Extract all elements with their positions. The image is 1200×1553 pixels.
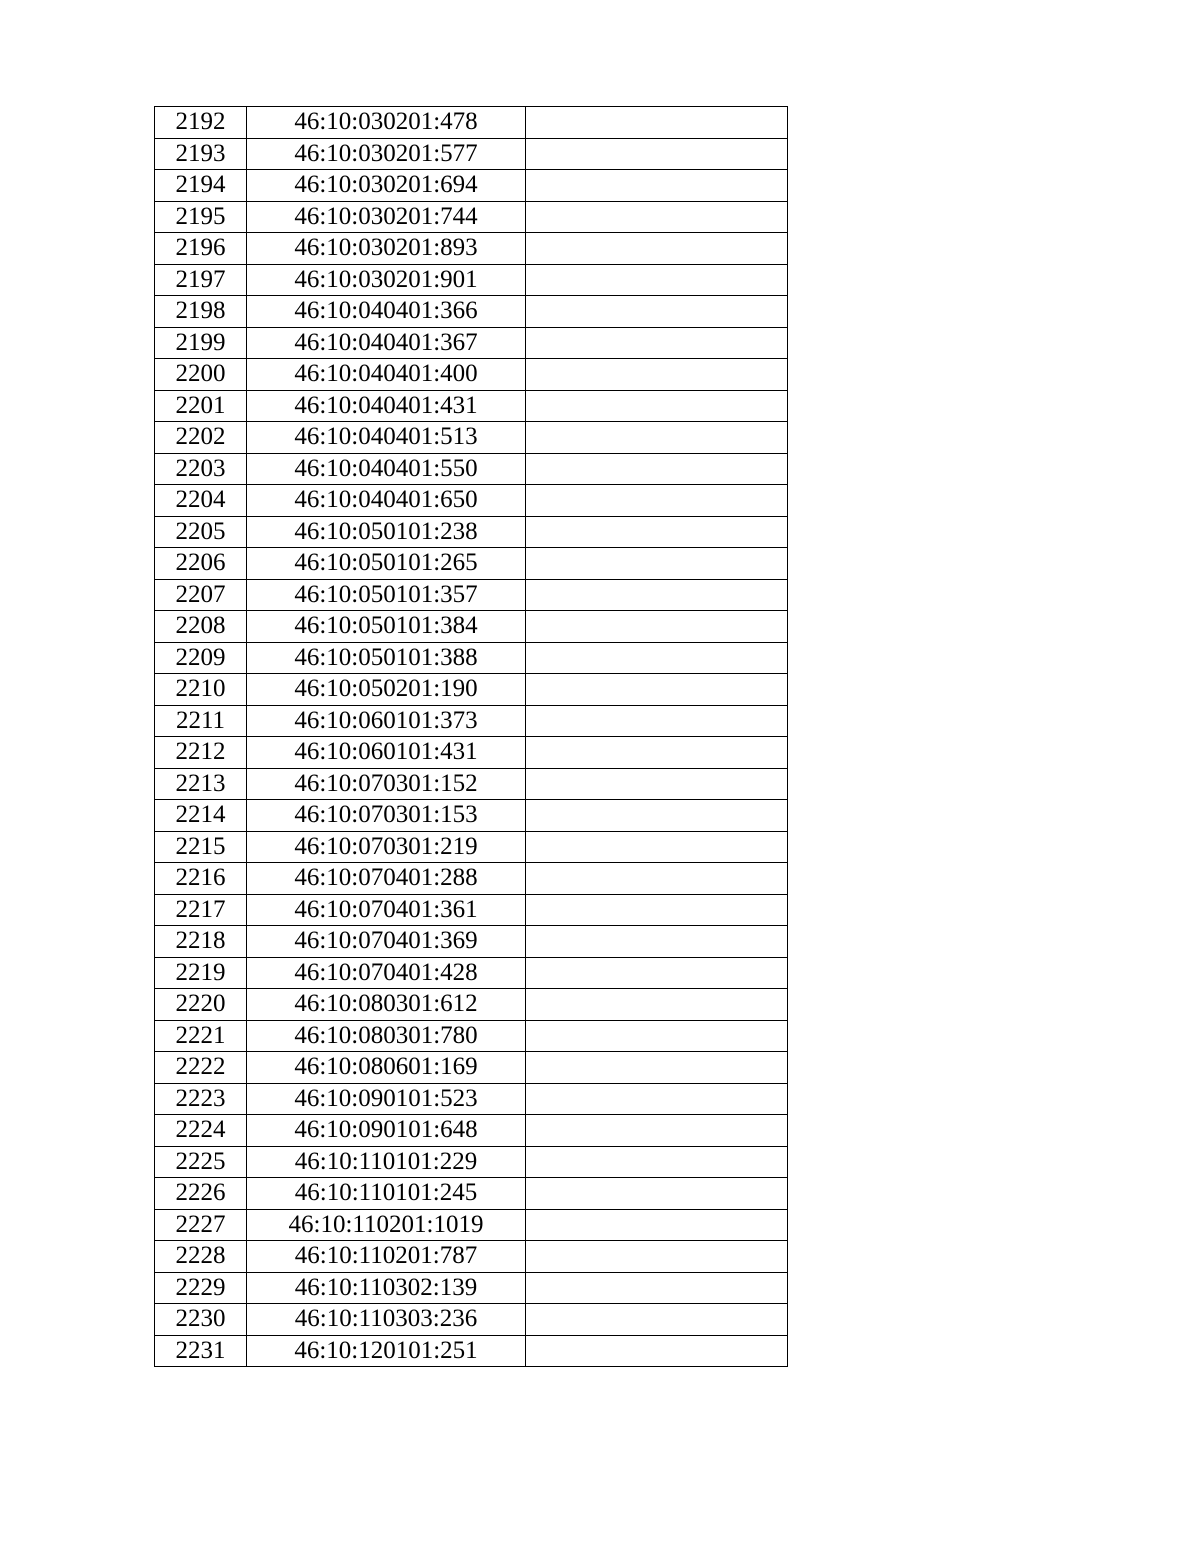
cadastral-number-cell: 46:10:110303:236	[247, 1304, 526, 1336]
table-row	[155, 1209, 788, 1241]
empty-cell	[526, 201, 788, 233]
empty-cell	[526, 327, 788, 359]
row-number-cell: 2225	[155, 1146, 247, 1178]
table-row	[155, 768, 788, 800]
table-row	[155, 1272, 788, 1304]
cadastral-number-cell: 46:10:030201:901	[247, 264, 526, 296]
empty-cell	[526, 1052, 788, 1084]
cadastral-number-cell: 46:10:070301:219	[247, 831, 526, 863]
row-number-cell: 2197	[155, 264, 247, 296]
row-number-cell: 2214	[155, 800, 247, 832]
table-row	[155, 957, 788, 989]
cadastral-number-cell: 46:10:070401:369	[247, 926, 526, 958]
cadastral-number-cell: 46:10:070401:428	[247, 957, 526, 989]
cadastral-number-cell: 46:10:070301:153	[247, 800, 526, 832]
row-number-cell: 2194	[155, 170, 247, 202]
table-row	[155, 674, 788, 706]
cadastral-number-cell: 46:10:070301:152	[247, 768, 526, 800]
row-number-cell: 2224	[155, 1115, 247, 1147]
table-row	[155, 1115, 788, 1147]
empty-cell	[526, 1020, 788, 1052]
empty-cell	[526, 296, 788, 328]
cadastral-number-cell: 46:10:090101:648	[247, 1115, 526, 1147]
row-number-cell: 2219	[155, 957, 247, 989]
row-number-cell: 2220	[155, 989, 247, 1021]
row-number-cell: 2226	[155, 1178, 247, 1210]
row-number-cell: 2193	[155, 138, 247, 170]
empty-cell	[526, 359, 788, 391]
cadastral-number-cell: 46:10:080601:169	[247, 1052, 526, 1084]
row-number-cell: 2201	[155, 390, 247, 422]
row-number-cell: 2203	[155, 453, 247, 485]
empty-cell	[526, 831, 788, 863]
table-row	[155, 1304, 788, 1336]
empty-cell	[526, 453, 788, 485]
row-number-cell: 2192	[155, 107, 247, 139]
table-row	[155, 1083, 788, 1115]
empty-cell	[526, 579, 788, 611]
row-number-cell: 2211	[155, 705, 247, 737]
row-number-cell: 2209	[155, 642, 247, 674]
empty-cell	[526, 642, 788, 674]
row-number-cell: 2207	[155, 579, 247, 611]
cadastral-number-cell: 46:10:030201:478	[247, 107, 526, 139]
table-row	[155, 579, 788, 611]
empty-cell	[526, 705, 788, 737]
table-row	[155, 233, 788, 265]
cadastral-number-cell: 46:10:040401:650	[247, 485, 526, 517]
table-row	[155, 831, 788, 863]
row-number-cell: 2221	[155, 1020, 247, 1052]
cadastral-number-cell: 46:10:110101:229	[247, 1146, 526, 1178]
empty-cell	[526, 926, 788, 958]
cadastral-number-cell: 46:10:030201:694	[247, 170, 526, 202]
empty-cell	[526, 390, 788, 422]
row-number-cell: 2230	[155, 1304, 247, 1336]
row-number-cell: 2210	[155, 674, 247, 706]
table-row	[155, 926, 788, 958]
row-number-cell: 2208	[155, 611, 247, 643]
row-number-cell: 2206	[155, 548, 247, 580]
empty-cell	[526, 894, 788, 926]
cadastral-number-cell: 46:10:040401:513	[247, 422, 526, 454]
cadastral-number-cell: 46:10:070401:288	[247, 863, 526, 895]
table-row	[155, 1335, 788, 1367]
empty-cell	[526, 1209, 788, 1241]
empty-cell	[526, 863, 788, 895]
table-row	[155, 327, 788, 359]
cadastral-number-cell: 46:10:120101:251	[247, 1335, 526, 1367]
empty-cell	[526, 611, 788, 643]
cadastral-number-cell: 46:10:050201:190	[247, 674, 526, 706]
table-row	[155, 894, 788, 926]
row-number-cell: 2228	[155, 1241, 247, 1273]
empty-cell	[526, 800, 788, 832]
cadastral-number-cell: 46:10:090101:523	[247, 1083, 526, 1115]
row-number-cell: 2216	[155, 863, 247, 895]
table-row	[155, 170, 788, 202]
row-number-cell: 2217	[155, 894, 247, 926]
empty-cell	[526, 1115, 788, 1147]
empty-cell	[526, 957, 788, 989]
row-number-cell: 2213	[155, 768, 247, 800]
row-number-cell: 2227	[155, 1209, 247, 1241]
table-row	[155, 737, 788, 769]
cadastral-number-cell: 46:10:030201:577	[247, 138, 526, 170]
empty-cell	[526, 107, 788, 139]
row-number-cell: 2231	[155, 1335, 247, 1367]
cadastral-number-cell: 46:10:050101:238	[247, 516, 526, 548]
table-row	[155, 642, 788, 674]
empty-cell	[526, 233, 788, 265]
table-row	[155, 1241, 788, 1273]
empty-cell	[526, 1146, 788, 1178]
cadastral-table	[154, 106, 788, 1367]
table-row	[155, 422, 788, 454]
row-number-cell: 2198	[155, 296, 247, 328]
cadastral-number-cell: 46:10:040401:550	[247, 453, 526, 485]
cadastral-number-cell: 46:10:040401:400	[247, 359, 526, 391]
empty-cell	[526, 422, 788, 454]
row-number-cell: 2199	[155, 327, 247, 359]
empty-cell	[526, 674, 788, 706]
empty-cell	[526, 989, 788, 1021]
table-row	[155, 863, 788, 895]
row-number-cell: 2212	[155, 737, 247, 769]
row-number-cell: 2229	[155, 1272, 247, 1304]
row-number-cell: 2222	[155, 1052, 247, 1084]
table-row	[155, 548, 788, 580]
table-row	[155, 1178, 788, 1210]
cadastral-number-cell: 46:10:050101:384	[247, 611, 526, 643]
table-row	[155, 138, 788, 170]
table-row	[155, 800, 788, 832]
cadastral-number-cell: 46:10:080301:780	[247, 1020, 526, 1052]
empty-cell	[526, 1304, 788, 1336]
table-row	[155, 1146, 788, 1178]
row-number-cell: 2205	[155, 516, 247, 548]
table-row	[155, 485, 788, 517]
cadastral-number-cell: 46:10:070401:361	[247, 894, 526, 926]
cadastral-number-cell: 46:10:040401:366	[247, 296, 526, 328]
empty-cell	[526, 1272, 788, 1304]
table-row	[155, 516, 788, 548]
empty-cell	[526, 1178, 788, 1210]
empty-cell	[526, 516, 788, 548]
empty-cell	[526, 548, 788, 580]
table-row	[155, 989, 788, 1021]
row-number-cell: 2215	[155, 831, 247, 863]
cadastral-number-cell: 46:10:030201:893	[247, 233, 526, 265]
row-number-cell: 2200	[155, 359, 247, 391]
row-number-cell: 2204	[155, 485, 247, 517]
cadastral-number-cell: 46:10:060101:431	[247, 737, 526, 769]
empty-cell	[526, 264, 788, 296]
row-number-cell: 2195	[155, 201, 247, 233]
row-number-cell: 2218	[155, 926, 247, 958]
empty-cell	[526, 737, 788, 769]
empty-cell	[526, 768, 788, 800]
table-row	[155, 201, 788, 233]
table-row	[155, 453, 788, 485]
cadastral-number-cell: 46:10:050101:388	[247, 642, 526, 674]
empty-cell	[526, 1241, 788, 1273]
table-body	[155, 107, 788, 1367]
cadastral-number-cell: 46:10:080301:612	[247, 989, 526, 1021]
table-row	[155, 705, 788, 737]
empty-cell	[526, 170, 788, 202]
cadastral-number-cell: 46:10:050101:265	[247, 548, 526, 580]
cadastral-number-cell: 46:10:030201:744	[247, 201, 526, 233]
empty-cell	[526, 485, 788, 517]
cadastral-number-cell: 46:10:110201:787	[247, 1241, 526, 1273]
row-number-cell: 2223	[155, 1083, 247, 1115]
cadastral-number-cell: 46:10:060101:373	[247, 705, 526, 737]
table-row	[155, 390, 788, 422]
cadastral-number-cell: 46:10:040401:431	[247, 390, 526, 422]
table-row	[155, 296, 788, 328]
cadastral-number-cell: 46:10:110302:139	[247, 1272, 526, 1304]
cadastral-number-cell: 46:10:110101:245	[247, 1178, 526, 1210]
table-row	[155, 264, 788, 296]
row-number-cell: 2202	[155, 422, 247, 454]
cadastral-number-cell: 46:10:050101:357	[247, 579, 526, 611]
cadastral-number-cell: 46:10:040401:367	[247, 327, 526, 359]
cadastral-number-cell: 46:10:110201:1019	[247, 1209, 526, 1241]
table-row	[155, 107, 788, 139]
table-row	[155, 359, 788, 391]
empty-cell	[526, 1083, 788, 1115]
table-row	[155, 611, 788, 643]
table-row	[155, 1020, 788, 1052]
row-number-cell: 2196	[155, 233, 247, 265]
empty-cell	[526, 1335, 788, 1367]
empty-cell	[526, 138, 788, 170]
table-row	[155, 1052, 788, 1084]
